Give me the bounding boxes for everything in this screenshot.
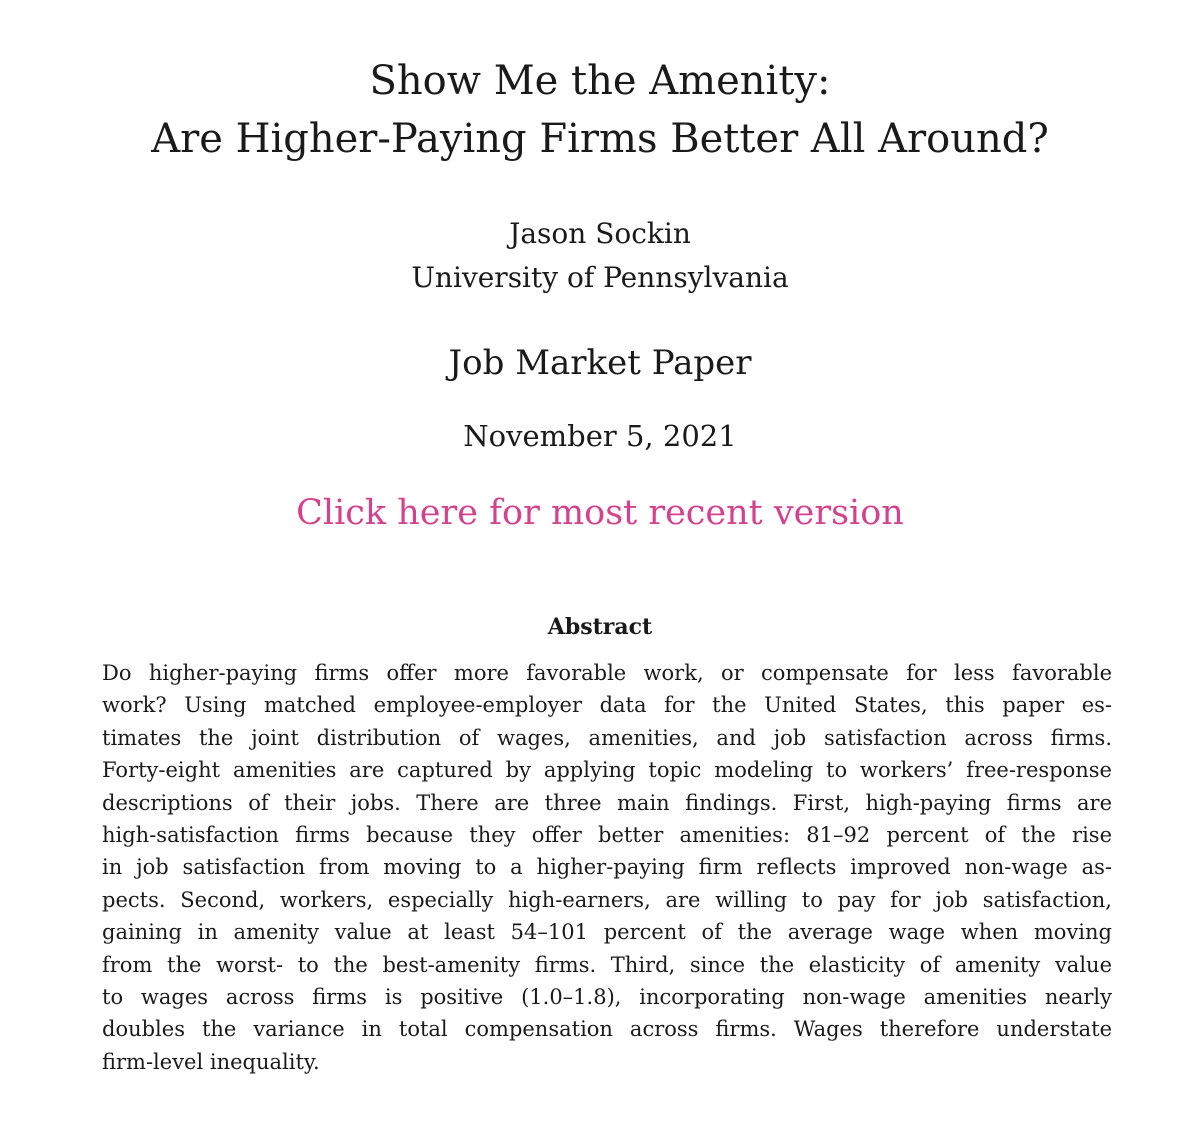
paper-date: November 5, 2021 <box>463 419 737 453</box>
recent-version-link-wrapper <box>0 487 1200 539</box>
abstract-line: firm-level inequality. <box>102 1049 320 1074</box>
abstract-line: pects. Second, workers, especially high-earners, are willing to pay for job satisfaction, <box>102 887 1112 912</box>
abstract-line: in job satisfaction from moving to a higher-paying firm reflects improved non-wage as- <box>102 855 1112 880</box>
paper-type: Job Market Paper <box>448 343 752 383</box>
abstract-line: work? Using matched employee-employer data for the United States, this paper es- <box>102 693 1112 718</box>
abstract-heading: Abstract <box>547 614 653 640</box>
abstract-line: from the worst- to the best-amenity firms. Third, since the elasticity of amenity value <box>102 952 1112 977</box>
paper-title-line-2: Are Higher-Paying Firms Better All Around? <box>151 116 1049 162</box>
recent-version-link[interactable]: Click here for most recent version <box>296 493 904 533</box>
abstract-body <box>102 657 1112 1078</box>
abstract-line: Do higher-paying firms offer more favorable work, or compensate for less favorable <box>102 661 1112 685</box>
abstract-line: descriptions of their jobs. There are three main findings. First, high-paying firms are <box>102 790 1112 815</box>
author-name: Jason Sockin <box>509 217 691 250</box>
author-block <box>0 212 1200 300</box>
abstract-line: to wages across firms is positive (1.0–1.8), incorporating non-wage amenities nearly <box>102 985 1112 1010</box>
abstract-line: timates the joint distribution of wages, amenities, and job satisfaction across firms. <box>102 725 1112 750</box>
author-affiliation: University of Pennsylvania <box>411 261 789 294</box>
abstract-line: high-satisfaction firms because they offer better amenities: 81–92 percent of the rise <box>102 823 1112 848</box>
paper-title <box>0 52 1200 168</box>
abstract-line: doubles the variance in total compensation across firms. Wages therefore understate <box>102 1017 1112 1042</box>
paper-title-line-1: Show Me the Amenity: <box>369 58 831 104</box>
abstract-line: Forty-eight amenities are captured by applying topic modeling to workers’ free-response <box>102 758 1112 783</box>
abstract-line: gaining in amenity value at least 54–101 percent of the average wage when moving <box>102 920 1112 945</box>
